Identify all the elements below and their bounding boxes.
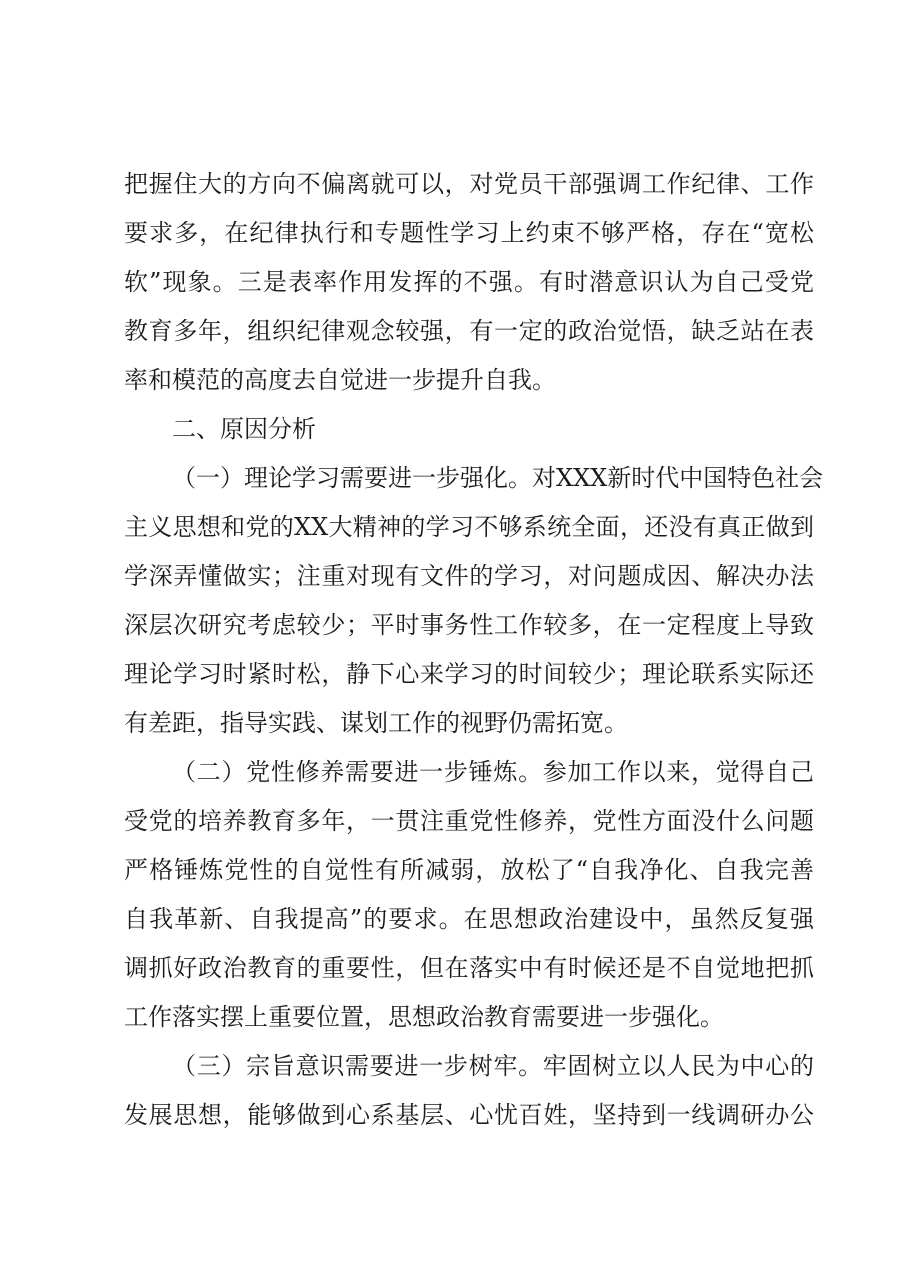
text-line: 教育多年，组织纪律观念较强，有一定的政治觉悟，缺乏站在表	[124, 317, 814, 345]
text-line: 发展思想，能够做到心系基层、心忧百姓，坚持到一线调研办公	[124, 1101, 814, 1129]
section-heading: 二、原因分析	[172, 415, 316, 443]
text-line: 严格锤炼党性的自觉性有所减弱，放松了“自我净化、自我完善	[124, 856, 814, 884]
text-line: 主义思想和党的XX大精神的学习不够系统全面，还没有真正做到	[124, 513, 814, 541]
text-line: 软”现象。三是表率作用发挥的不强。有时潜意识认为自己受党	[124, 268, 814, 296]
text-line: （一）理论学习需要进一步强化。对XXX新时代中国特色社会	[172, 464, 824, 492]
text-line: 有差距，指导实践、谋划工作的视野仍需拓宽。	[124, 709, 628, 737]
text-line: （三）宗旨意识需要进一步树牢。牢固树立以人民为中心的	[172, 1052, 814, 1080]
text-line: 调抓好政治教育的重要性，但在落实中有时候还是不自觉地把抓	[124, 954, 814, 982]
text-line: 率和模范的高度去自觉进一步提升自我。	[124, 366, 556, 394]
text-line: 理论学习时紧时松，静下心来学习的时间较少；理论联系实际还	[124, 660, 814, 688]
text-line: 受党的培养教育多年，一贯注重党性修养，党性方面没什么问题	[124, 807, 814, 835]
text-line: 要求多，在纪律执行和专题性学习上约束不够严格，存在“宽松	[124, 219, 814, 247]
text-line: 学深弄懂做实；注重对现有文件的学习，对问题成因、解决办法	[124, 562, 814, 590]
text-line: （二）党性修养需要进一步锤炼。参加工作以来，觉得自己	[172, 758, 814, 786]
text-line: 工作落实摆上重要位置，思想政治教育需要进一步强化。	[124, 1003, 724, 1031]
text-line: 自我革新、自我提高”的要求。在思想政治建设中，虽然反复强	[124, 905, 814, 933]
text-line: 把握住大的方向不偏离就可以，对党员干部强调工作纪律、工作	[124, 170, 814, 198]
text-line: 深层次研究考虑较少；平时事务性工作较多，在一定程度上导致	[124, 611, 814, 639]
